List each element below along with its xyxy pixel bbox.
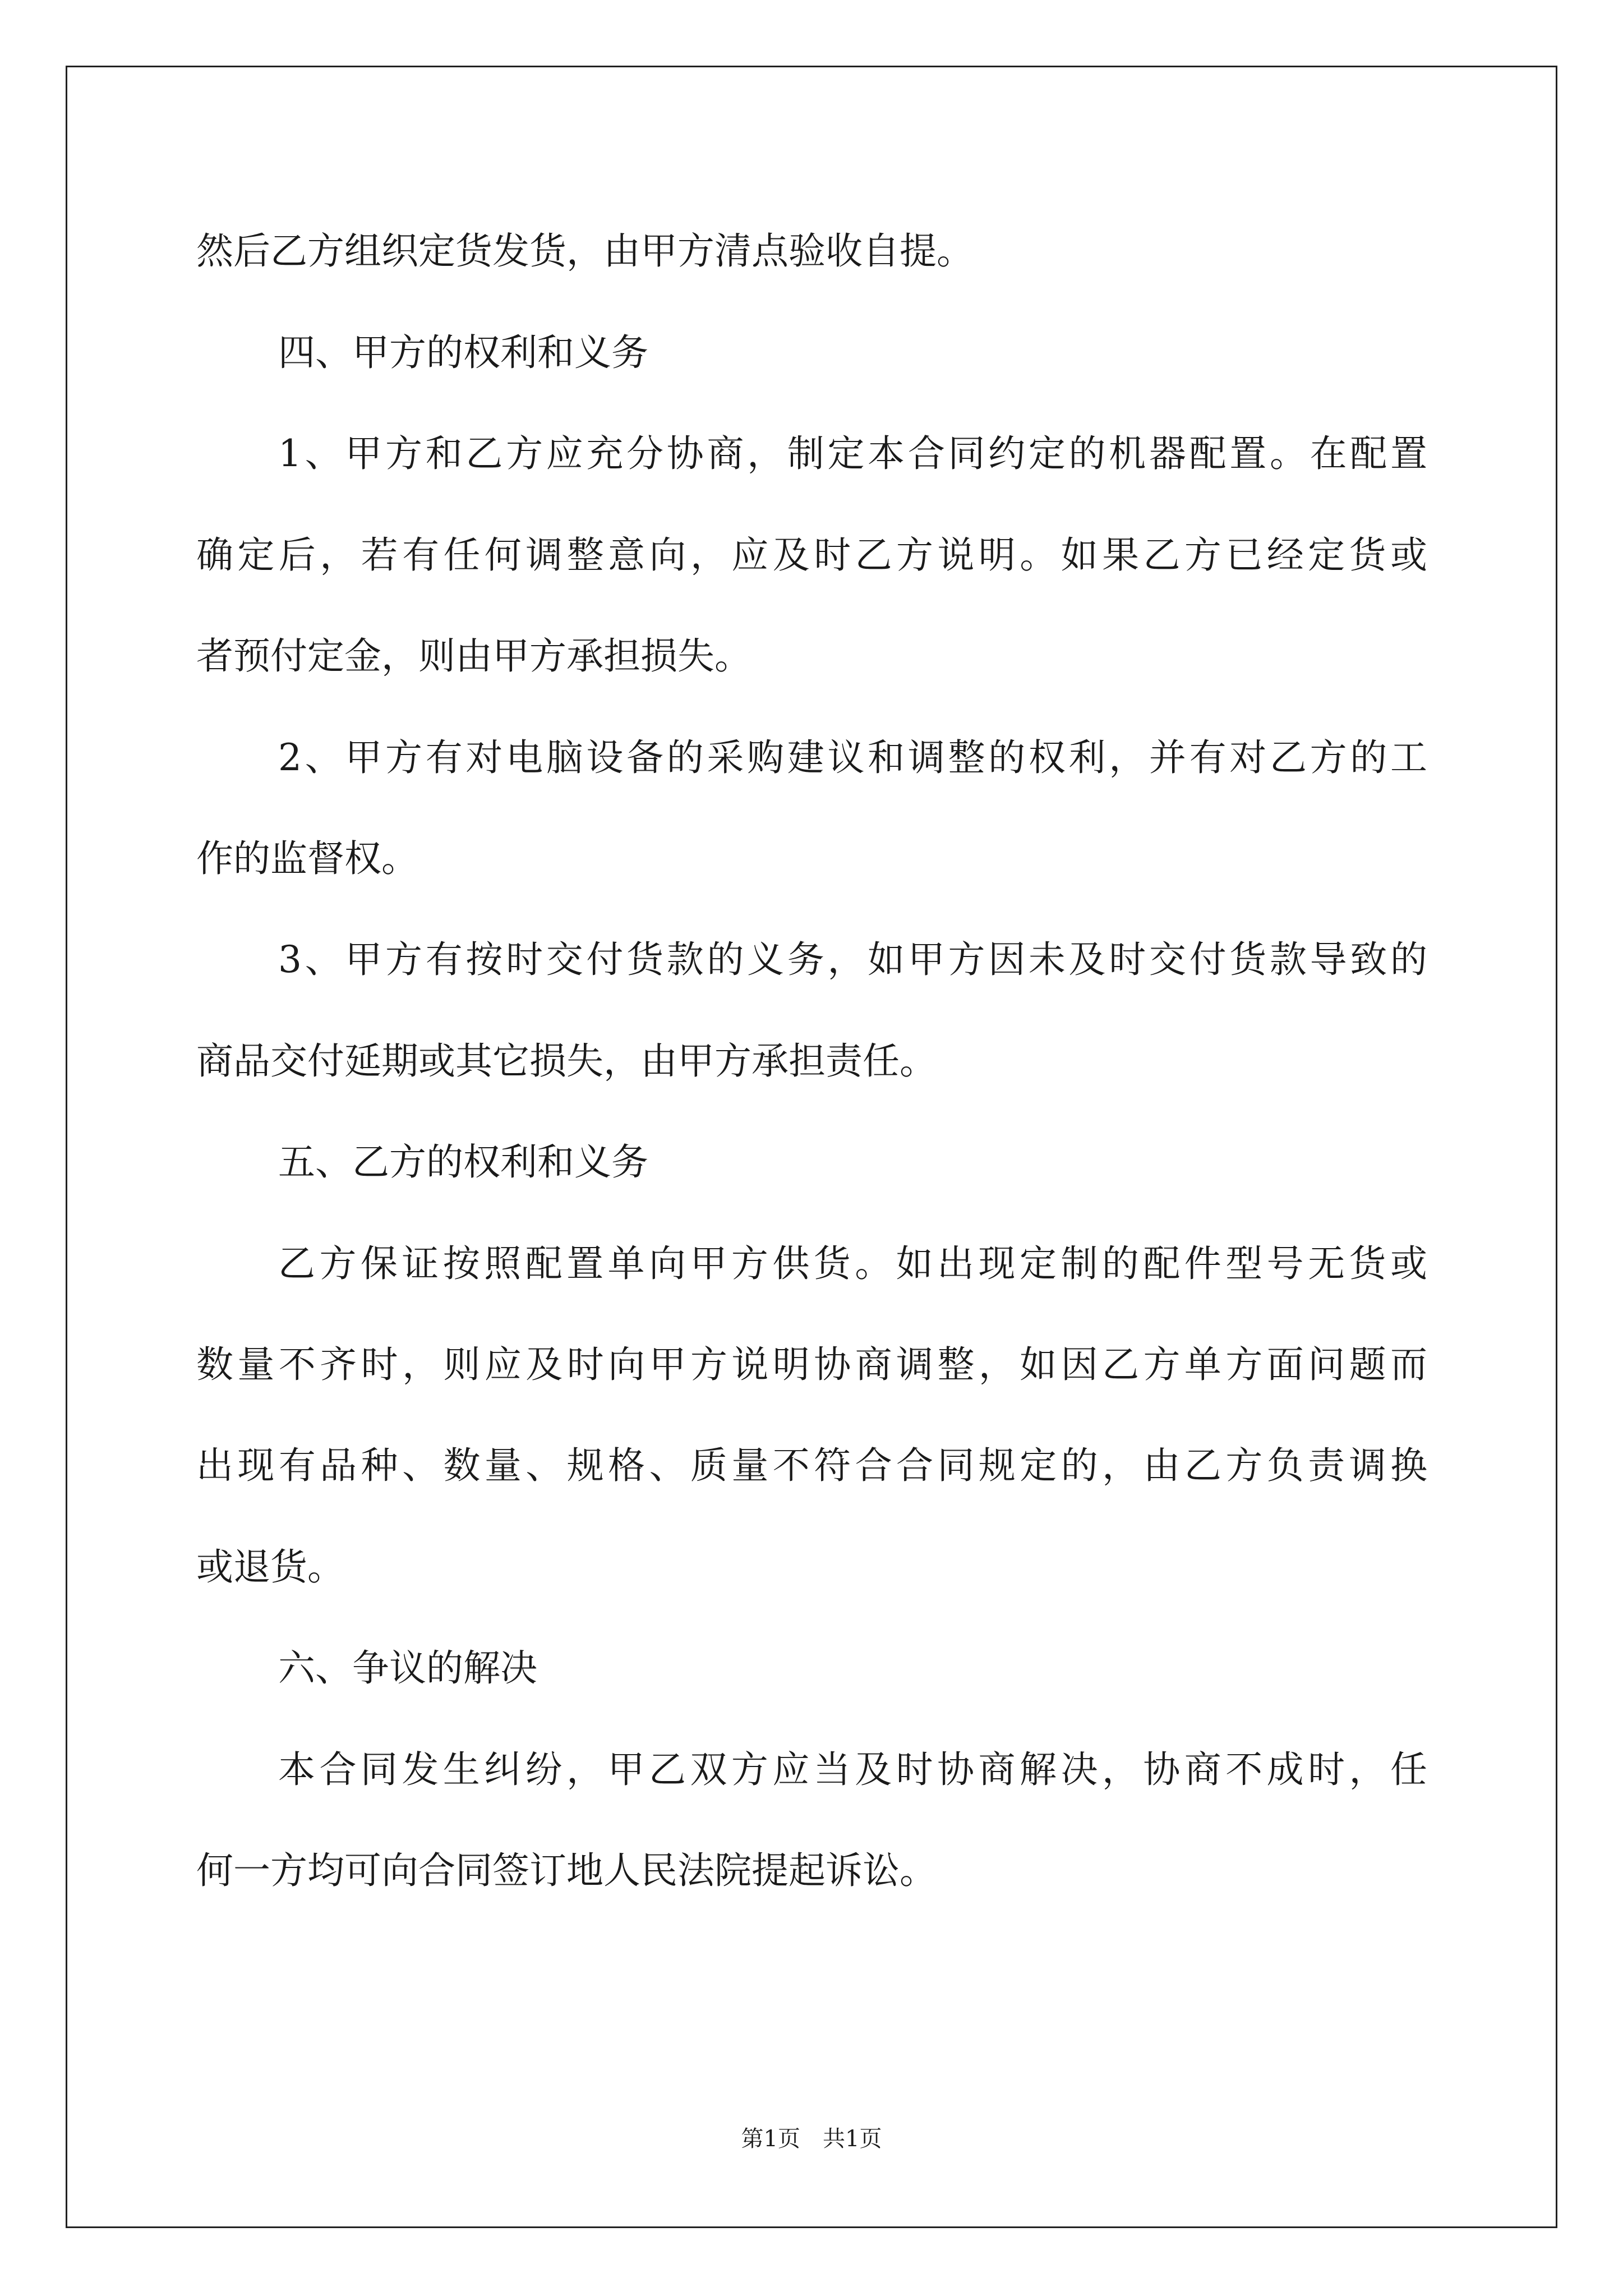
paragraph-line: 者预付定金，则由甲方承担损失。 [196,634,751,678]
paragraph-line: 确定后，若有任何调整意向，应及时乙方说明。如果乙方已经定货或 [196,533,1427,577]
page-footer [0,2125,1623,2153]
paragraph-line: 乙方保证按照配置单向甲方供货。如出现定制的配件型号无货或 [278,1242,1427,1285]
paragraph-line: 作的监督权。 [196,837,418,880]
page-number: 第1页 共1页 [741,2126,882,2152]
paragraph-line: 3、甲方有按时交付货款的义务，如甲方因未及时交付货款导致的 [278,938,1427,981]
section-heading-6: 六、争议的解决 [278,1646,537,1690]
paragraph-line: 2、甲方有对电脑设备的采购建议和调整的权利，并有对乙方的工 [278,736,1427,779]
paragraph-line: 出现有品种、数量、规格、质量不符合合同规定的，由乙方负责调换 [196,1444,1427,1487]
paragraph-line: 本合同发生纠纷，甲乙双方应当及时协商解决，协商不成时，任 [278,1748,1427,1791]
paragraph-line: 1、甲方和乙方应充分协商，制定本合同约定的机器配置。在配置 [278,432,1427,475]
section-heading-5: 五、乙方的权利和义务 [278,1140,648,1184]
paragraph-line: 数量不齐时，则应及时向甲方说明协商调整，如因乙方单方面问题而 [196,1343,1427,1386]
paragraph-line: 何一方均可向合同签订地人民法院提起诉讼。 [196,1849,937,1892]
paragraph-line: 商品交付延期或其它损失，由甲方承担责任。 [196,1039,937,1083]
section-heading-4: 四、甲方的权利和义务 [278,331,648,374]
paragraph-line: 然后乙方组织定货发货，由甲方清点验收自提。 [196,229,974,273]
paragraph-line: 或退货。 [196,1545,344,1589]
